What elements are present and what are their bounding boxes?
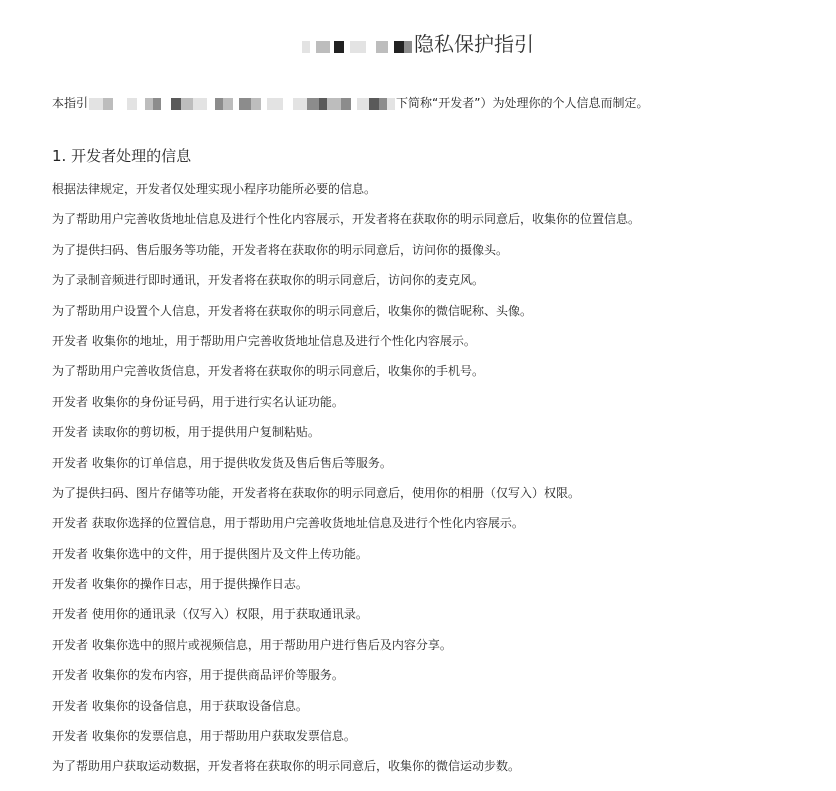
intro-redacted-mask [89, 94, 395, 114]
list-item: 开发者 收集你选中的照片或视频信息，用于帮助用户进行售后及内容分享。 [52, 637, 452, 652]
title-redacted-mask [302, 32, 412, 60]
intro-prefix: 本指引 [52, 96, 89, 110]
list-item: 为了录制音频进行即时通讯，开发者将在获取你的明示同意后，访问你的麦克风。 [52, 273, 485, 288]
info-list [52, 178, 640, 786]
list-item: 开发者 收集你的发票信息，用于帮助用户获取发票信息。 [52, 729, 356, 744]
list-item: 开发者 收集你的操作日志，用于提供操作日志。 [52, 577, 308, 592]
list-item: 为了帮助用户获取运动数据，开发者将在获取你的明示同意后，收集你的微信运动步数。 [52, 759, 521, 774]
page-title [0, 30, 836, 60]
list-item: 为了提供扫码、售后服务等功能，开发者将在获取你的明示同意后，访问你的摄像头。 [52, 242, 509, 257]
list-item: 开发者 使用你的通讯录（仅写入）权限，用于获取通讯录。 [52, 607, 368, 622]
list-item: 开发者 收集你的身份证号码，用于进行实名认证功能。 [52, 394, 344, 409]
intro-suffix: 下简称“开发者”）为处理你的个人信息而制定。 [396, 96, 649, 110]
section-heading: 1. 开发者处理的信息 [52, 147, 192, 165]
title-text: 隐私保护指引 [414, 32, 534, 56]
list-item: 开发者 收集你选中的文件，用于提供图片及文件上传功能。 [52, 546, 368, 561]
list-item: 为了帮助用户设置个人信息，开发者将在获取你的明示同意后，收集你的微信昵称、头像。 [52, 303, 533, 318]
list-item: 开发者 收集你的订单信息，用于提供收发货及售后售后等服务。 [52, 455, 392, 470]
list-item: 根据法律规定，开发者仅处理实现小程序功能所必要的信息。 [52, 182, 377, 196]
list-item: 开发者 收集你的发布内容，用于提供商品评价等服务。 [52, 668, 344, 683]
list-item: 为了帮助用户完善收货信息，开发者将在获取你的明示同意后，收集你的手机号。 [52, 364, 485, 379]
list-item: 开发者 收集你的地址，用于帮助用户完善收货地址信息及进行个性化内容展示。 [52, 333, 476, 348]
list-item: 为了帮助用户完善收货地址信息及进行个性化内容展示，开发者将在获取你的明示同意后，收集你的位置信息。 [52, 212, 641, 227]
list-item: 开发者 获取你选择的位置信息，用于帮助用户完善收货地址信息及进行个性化内容展示。 [52, 516, 524, 531]
list-item: 开发者 读取你的剪切板，用于提供用户复制粘贴。 [52, 425, 320, 440]
list-item: 开发者 收集你的设备信息，用于获取设备信息。 [52, 698, 308, 713]
intro-paragraph [52, 93, 812, 114]
list-item: 为了提供扫码、图片存储等功能，开发者将在获取你的明示同意后，使用你的相册（仅写入）权限。 [52, 485, 581, 500]
